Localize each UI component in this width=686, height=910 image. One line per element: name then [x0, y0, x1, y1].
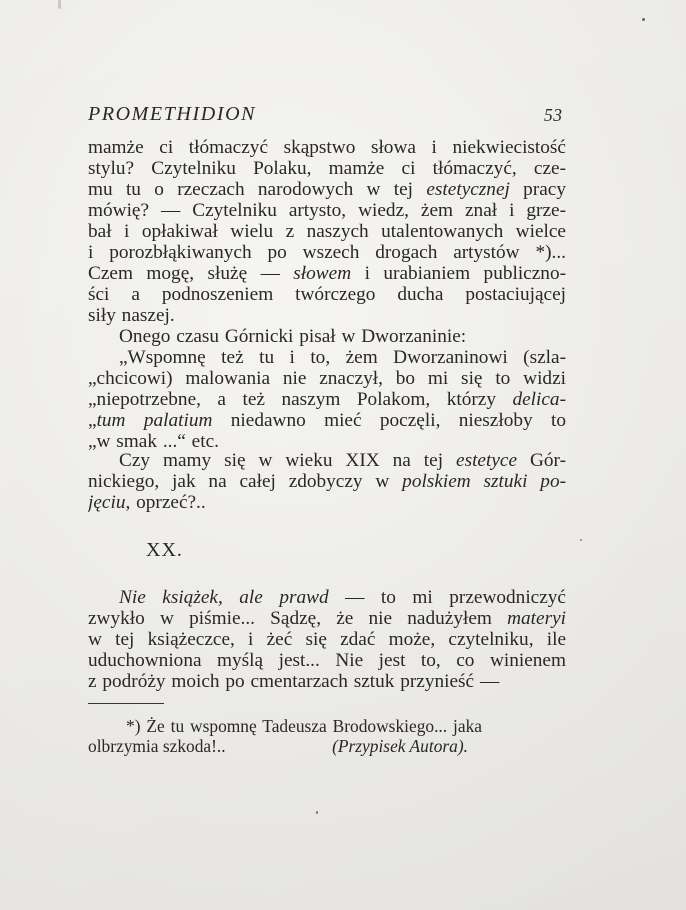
footnote-paragraph [88, 716, 482, 736]
text-line: „Wspomnę też tu i to, żem Dworzaninowi (szla- [119, 347, 566, 368]
footnote-author-note: (Przypisek Autora). [332, 736, 468, 756]
text-line: stylu? Czytelniku Polaku, mamże ci tłómaczyć, cze- [88, 158, 566, 179]
body-paragraph [88, 587, 566, 692]
text-line: mu tu o rzeczach narodowych w tej estetycznej pracy [88, 179, 566, 200]
scan-speck [580, 539, 582, 541]
text-line: *) Że tu wspomnę Tadeusza Brodowskiego... jaka [126, 716, 482, 736]
text-line: Onego czasu Górnicki pisał w Dworzaninie: [119, 326, 467, 347]
text-line: „chcicowi) malowania nie znaczył, bo mi się to widzi [88, 368, 566, 389]
text-line: Nie książek, ale prawd — to mi przewodniczyć [119, 587, 566, 608]
text-line: zwykło w piśmie... Sądzę, że nie nadużyłem materyi [88, 608, 566, 629]
text-line: mamże ci tłómaczyć skąpstwo słowa i niekwiecistość [88, 137, 566, 158]
section-heading: XX. [146, 539, 183, 561]
footnote-divider [88, 703, 164, 704]
body-paragraph [88, 137, 566, 326]
text-line: uduchowniona myślą jest... Nie jest to, co winienem [88, 650, 566, 671]
text-line: i porozbłąkiwanych po wszech drogach artystów *)... [88, 242, 566, 263]
footnote-line [88, 736, 468, 756]
text-line: w tej książeczce, i żeć się zdać może, czytelniku, ile [88, 629, 566, 650]
body-paragraph [88, 326, 566, 347]
text-line: Czy mamy się w wieku XIX na tej estetyce Gór- [119, 450, 566, 471]
text-line: „w smak ...“ etc. [88, 431, 219, 452]
text-line: „tum palatium niedawno mieć poczęli, nieszłoby to [88, 410, 566, 431]
text-line: Czem mogę, służę — słowem i urabianiem publiczno- [88, 263, 566, 284]
text-line: bał i opłakiwał wielu z naszych utalentowanych wielce [88, 221, 566, 242]
text-line: siły naszej. [88, 305, 175, 326]
scan-smudge [58, 0, 61, 9]
text-line: jęciu, oprzeć?.. [88, 492, 206, 513]
page-number: 53 [544, 105, 563, 125]
quotation-paragraph [88, 347, 566, 452]
text-line: nickiego, jak na całej zdobyczy w polskiem sztuki po- [88, 471, 566, 492]
text-line: „niepotrzebne, a też naszym Polakom, którzy delica- [88, 389, 566, 410]
text-line: mówię? — Czytelniku artysto, wiedz, żem znał i grze- [88, 200, 566, 221]
body-paragraph [88, 450, 566, 513]
footnote-left-text: olbrzymia szkoda!.. [88, 736, 226, 756]
scan-speck [642, 18, 645, 21]
text-line: z podróży moich po cmentarzach sztuk przynieść — [88, 671, 500, 692]
running-head-title: PROMETHIDION [88, 103, 257, 125]
text-line: ści a podnoszeniem twórczego ducha postaciującej [88, 284, 566, 305]
scan-speck [316, 811, 318, 814]
